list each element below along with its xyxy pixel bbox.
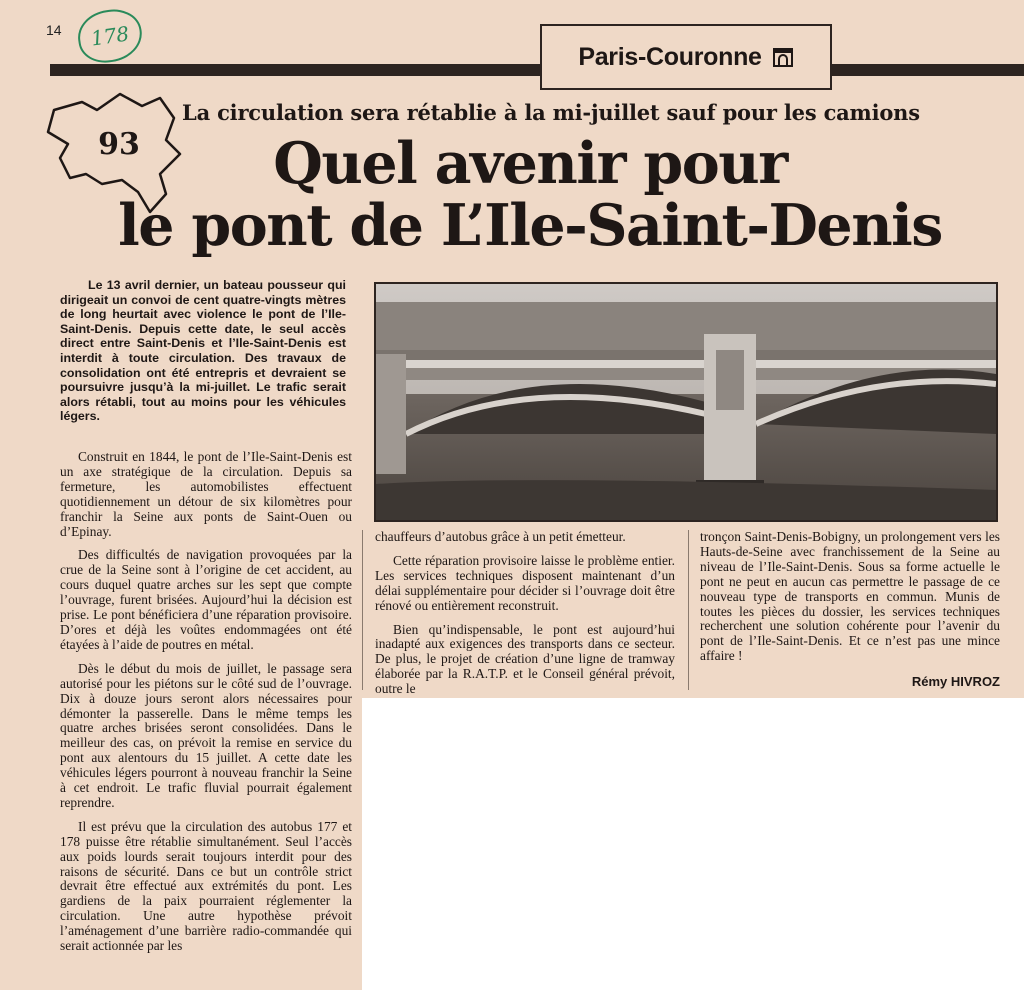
- headline-line-1: Quel avenir pour: [273, 130, 787, 197]
- headline: [60, 132, 1000, 258]
- column-3: [700, 530, 1000, 673]
- arch-monument-icon: [772, 46, 794, 68]
- headline-line-2: le pont de L’Ile-Saint-Denis: [118, 192, 942, 259]
- paragraph: Il est prévu que la circulation des autobus 177 et 178 puisse être rétablie simultanément. Seul l’accès aux poids lourds serait toujours interdit pour des raisons de sécurité. Dans ce but un contrôle strict devrait être effectué aux extrémités du pont. Les gardiens de la paix pourraient réglementer la circulation. Une autre hypothèse prévoit l’aménagement d’une barrière radio-commandée qui serait actionnée par les: [60, 818, 352, 954]
- paragraph: Construit en 1844, le pont de l’Ile-Saint-Denis est un axe stratégique de la circulation. Depuis sa fermeture, les automobilistes effectuent quotidiennement un détour de six kilomètres pour franchir la Seine aux ponts de Saint-Ouen ou d’Epinay.: [60, 449, 352, 539]
- lead-paragraph: Le 13 avril dernier, un bateau pousseur qui dirigeait un convoi de cent quatre-vingts mètres de long heurtait avec violence le pont de l’Ile-Saint-Denis. Depuis cette date, le seul accès direct entre Saint-Denis et l’Ile-Saint-Denis est interdit à toute circulation. Des travaux de consolidation ont été entrepris et devraient se poursuivre jusqu’à la mi-juillet. Le trafic serait alors rétabli, tout au moins pour les véhicules légers.: [60, 278, 346, 424]
- section-label: Paris-Couronne: [578, 42, 762, 71]
- paragraph: Cette réparation provisoire laisse le problème entier. Les services techniques disposent maintenant d’un délai supplémentaire pour décider si l’ouvrage doit être rénové ou entièrement reconstruit.: [375, 552, 675, 613]
- column-divider: [688, 530, 689, 690]
- column-1: [60, 450, 352, 963]
- column-2: [375, 530, 675, 706]
- header-rule: [50, 64, 1024, 76]
- page-number: 14: [46, 22, 62, 38]
- paragraph: chauffeurs d’autobus grâce à un petit émetteur.: [375, 529, 626, 544]
- bridge-photo: [374, 282, 998, 522]
- section-banner: [540, 24, 832, 90]
- map-badge-number: 93: [98, 127, 140, 162]
- paragraph: Bien qu’indispensable, le pont est aujourd’hui inadapté aux exigences des transports dans ce secteur. De plus, le projet de création d’une ligne de tramway élaborée par la R.A.T.P. et le Conseil général prévoit, outre le: [375, 621, 675, 697]
- byline: Rémy HIVROZ: [911, 674, 1000, 689]
- handwritten-annotation: 178: [75, 6, 146, 66]
- paragraph: Des difficultés de navigation provoquées par la crue de la Seine sont à l’origine de cet accident, au cours duquel quatre arches sur les sept que compte l’ouvrage, furent brisées. Aujourd’hui la décision est prise. Le pont bénéficiera d’une réparation provisoire. D’ores et déjà les voûtes endommagées ont été étayées à l’aide de poutres en métal.: [60, 547, 352, 652]
- paragraph: tronçon Saint-Denis-Bobigny, un prolongement vers les Hauts-de-Seine avec franchissement de la Seine au niveau de l’Ile-Saint-Denis. Sous sa forme actuelle le pont ne peut en aucun cas permettre le passage de ce nouveau type de transports en commun. Munis de toutes les pièces du dossier, les services techniques recherchent une solution cohérente pour l’avenir du pont de l’Ile-Saint-Denis. Et ce n’est pas une mince affaire !: [700, 529, 1000, 664]
- column-divider: [362, 530, 363, 690]
- paragraph: Dès le début du mois de juillet, le passage sera autorisé pour les piétons sur le côté sud de l’ouvrage. Dix à douze jours seront alors nécessaires pour démonter la passerelle. Dans le même temps les quatre arches brisées seront consolidées. Dans le meilleur des cas, on prévoit la remise en service du pont aux alentours du 15 juillet. A cette date les véhicules légers pourront à nouveau franchir la Seine à cet endroit. Le trafic fluvial pourrait également reprendre.: [60, 660, 352, 810]
- bridge-photo-icon: [376, 284, 996, 520]
- kicker: La circulation sera rétablie à la mi-juillet sauf pour les camions: [182, 100, 920, 125]
